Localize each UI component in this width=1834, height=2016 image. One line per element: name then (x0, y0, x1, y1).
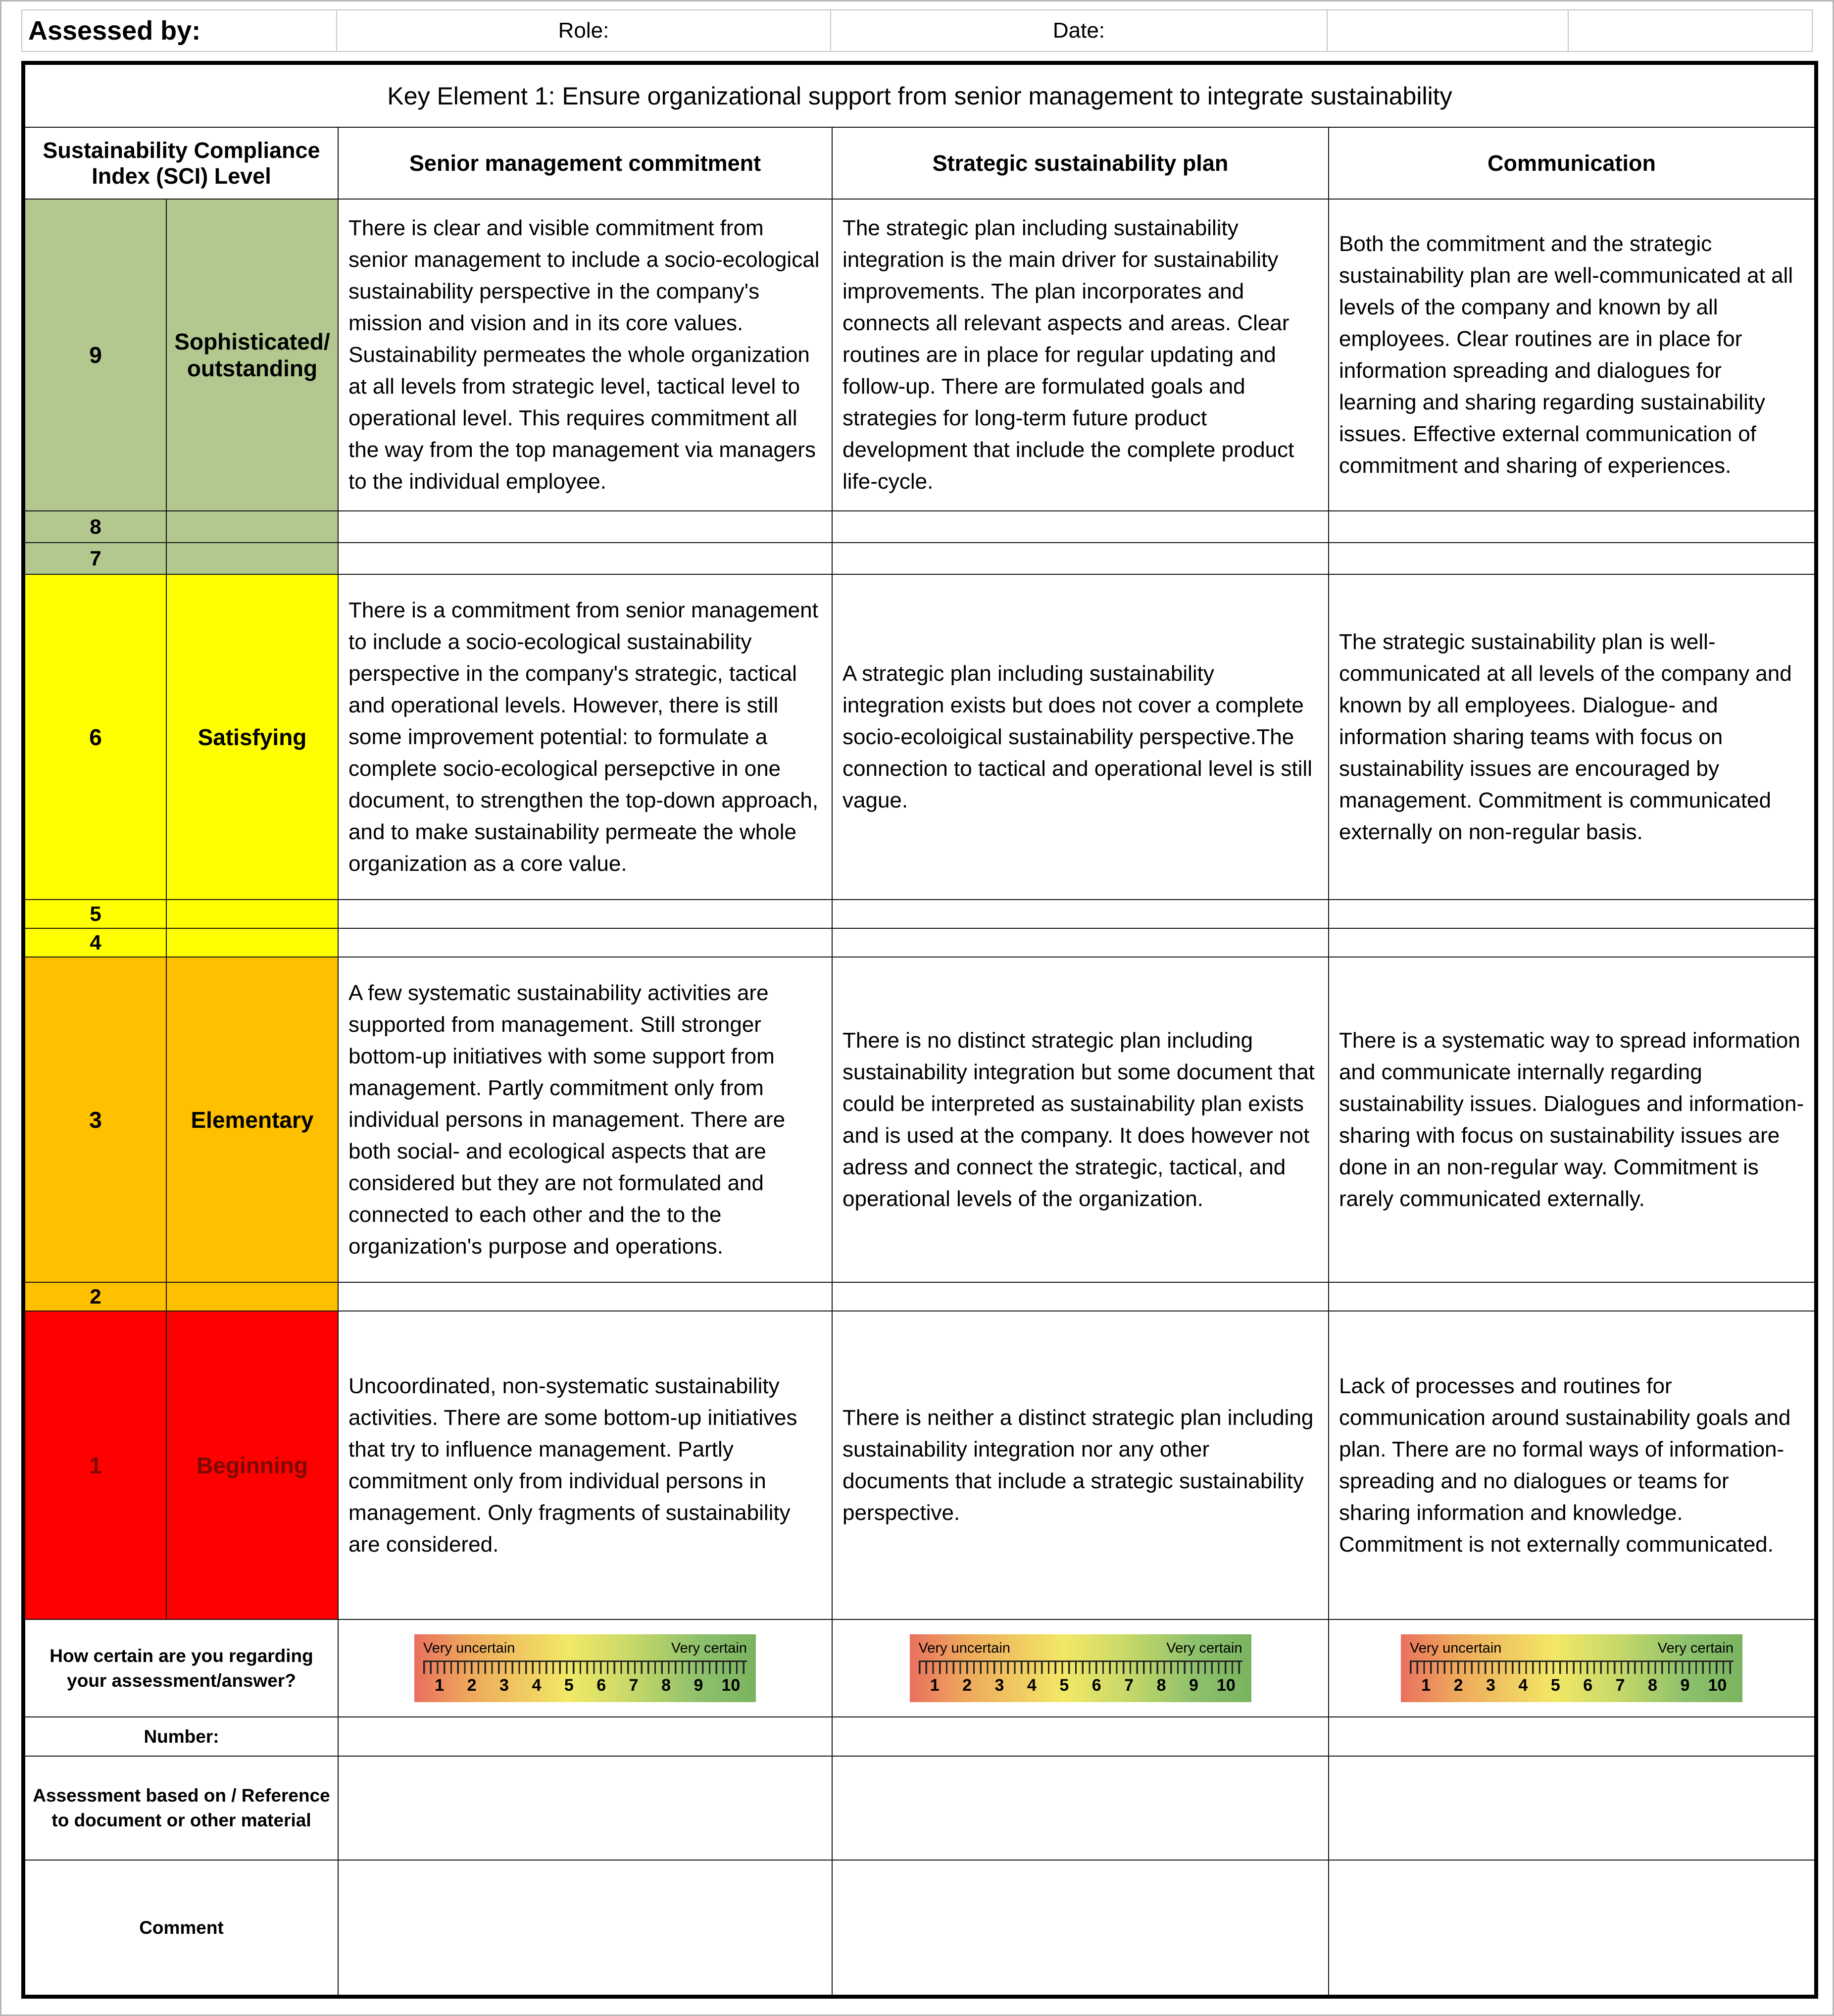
level-7-number: 7 (23, 543, 166, 574)
level-row-9 (23, 199, 1816, 511)
level-5-commitment-cell[interactable] (338, 900, 832, 928)
scale-ruler-ticks (423, 1661, 747, 1674)
level-6-commitment-text: There is a commitment from senior management to include a socio-ecological sustainability perspective in the company's strategic, tactical and operational levels. However, there is still some improvement potential: to formulate a complete socio-ecological persepctive in one document, to strengthen the top-down approach, and to make sustainability permeate the whole organization as a core value. (338, 574, 832, 900)
scale-ruler-ticks (919, 1661, 1242, 1674)
assessed-empty-cell-2[interactable] (1569, 10, 1809, 51)
level-3-commitment-text: A few systematic sustainability activities are supported from management. Still stronger bottom-up initiatives with some support from management. Partly commitment only from individual persons in management. There are both social- and ecological aspects that are considered but they are not formulated and connected to each other and the to the organization's purpose and operations. (338, 957, 832, 1282)
level-2-plan-cell[interactable] (832, 1282, 1329, 1311)
level-1-plan-text: There is neither a distinct strategic plan including sustainability integration nor any other documents that include a strategic sustainability perspective. (832, 1311, 1329, 1619)
level-9-communication-text: Both the commitment and the strategic sustainability plan are well-communicated at all levels of the company and known by all employees. Clear routines are in place for information spreading and dialogues for learning and sharing regarding sustainability issues. Effective external communication of commitment and sharing of experiences. (1329, 199, 1816, 511)
scale-left-label: Very uncertain (1410, 1640, 1502, 1656)
sci-level-header: Sustainability Compliance Index (SCI) Level (23, 127, 338, 199)
level-1-number: 1 (23, 1311, 166, 1619)
level-9-number: 9 (23, 199, 166, 511)
level-8-label-cell[interactable] (166, 511, 338, 543)
assessed-bar (21, 9, 1813, 52)
level-9-commitment-text: There is clear and visible commitment from senior management to include a socio-ecological sustainability perspective in the company's mission and vision and in its core values. Sustainability permeates the whole organization at all levels from strategic level, tactical level to operational level. This requires commitment all the way from the top management via managers to the individual employee. (338, 199, 832, 511)
level-6-label: Satisfying (166, 574, 338, 900)
certainty-scale-commitment[interactable] (414, 1634, 756, 1702)
level-6-communication-text: The strategic sustainability plan is well-communicated at all levels of the company and known by all employees. Dialogue- and information sharing teams with focus on sustainability issues are encouraged by management. Commitment is communicated externally on non-regular basis. (1329, 574, 1816, 900)
scale-right-label: Very certain (671, 1640, 747, 1656)
date-label: Date: (831, 10, 1328, 51)
level-3-number: 3 (23, 957, 166, 1282)
reference-cell-plan[interactable] (832, 1756, 1329, 1860)
title-row (23, 63, 1816, 127)
level-7-plan-cell[interactable] (832, 543, 1329, 574)
level-4-commitment-cell[interactable] (338, 928, 832, 957)
certainty-row (23, 1619, 1816, 1717)
level-5-plan-cell[interactable] (832, 900, 1329, 928)
comment-cell-commitment[interactable] (338, 1860, 832, 1997)
header-row (23, 127, 1816, 199)
comment-cell-communication[interactable] (1329, 1860, 1816, 1997)
level-row-2 (23, 1282, 1816, 1311)
level-2-commitment-cell[interactable] (338, 1282, 832, 1311)
reference-label: Assessment based on / Reference to document or other material (23, 1756, 338, 1860)
comment-row (23, 1860, 1816, 1997)
level-9-plan-text: The strategic plan including sustainability integration is the main driver for sustainability improvements. The plan incorporates and connects all relevant aspects and areas. Clear routines are in place for regular updating and follow-up. There are formulated goals and strategies for long-term future product development that include the complete product life-cycle. (832, 199, 1329, 511)
level-row-1 (23, 1311, 1816, 1619)
scale-left-label: Very uncertain (423, 1640, 515, 1656)
level-4-plan-cell[interactable] (832, 928, 1329, 957)
level-8-commitment-cell[interactable] (338, 511, 832, 543)
scale-left-label: Very uncertain (918, 1640, 1010, 1656)
level-2-number: 2 (23, 1282, 166, 1311)
certainty-cell-plan[interactable] (832, 1619, 1329, 1717)
key-element-title: Key Element 1: Ensure organizational support from senior management to integrate sustainability (23, 63, 1816, 127)
scale-right-label: Very certain (1166, 1640, 1242, 1656)
scale-right-label: Very certain (1657, 1640, 1734, 1656)
level-6-plan-text: A strategic plan including sustainability integration exists but does not cover a complete socio-ecoloigical sustainability perspective.The connection to tactical and operational level is still vague. (832, 574, 1329, 900)
level-8-plan-cell[interactable] (832, 511, 1329, 543)
level-2-communication-cell[interactable] (1329, 1282, 1816, 1311)
level-7-communication-cell[interactable] (1329, 543, 1816, 574)
role-label: Role: (337, 10, 831, 51)
comment-label: Comment (23, 1860, 338, 1997)
level-7-commitment-cell[interactable] (338, 543, 832, 574)
level-5-number: 5 (23, 900, 166, 928)
reference-row (23, 1756, 1816, 1860)
certainty-scale-communication[interactable] (1401, 1634, 1742, 1702)
plan-header: Strategic sustainability plan (832, 127, 1329, 199)
level-row-3 (23, 957, 1816, 1282)
level-5-label-cell[interactable] (166, 900, 338, 928)
level-4-number: 4 (23, 928, 166, 957)
level-3-communication-text: There is a systematic way to spread information and communicate internally regarding sustainability issues. Dialogues and information-sharing with focus on sustainability issues are done in an non-regular way. Commitment is rarely communicated externally. (1329, 957, 1816, 1282)
certainty-scale-plan[interactable] (910, 1634, 1251, 1702)
assessed-empty-cell-1[interactable] (1328, 10, 1569, 51)
level-1-communication-text: Lack of processes and routines for communication around sustainability goals and plan. There are no formal ways of information-spreading and no dialogues or teams for sharing information and knowledge. Commitment is not externally communicated. (1329, 1311, 1816, 1619)
scale-numbers: 1 2 3 4 5 6 7 8 9 10 (435, 1676, 741, 1695)
scale-numbers: 1 2 3 4 5 6 7 8 9 10 (1421, 1676, 1727, 1695)
comment-cell-plan[interactable] (832, 1860, 1329, 1997)
communication-header: Communication (1329, 127, 1816, 199)
reference-cell-commitment[interactable] (338, 1756, 832, 1860)
level-7-label-cell[interactable] (166, 543, 338, 574)
scale-numbers: 1 2 3 4 5 6 7 8 9 10 (930, 1676, 1236, 1695)
level-row-4 (23, 928, 1816, 957)
number-label: Number: (23, 1717, 338, 1756)
certainty-cell-communication[interactable] (1329, 1619, 1816, 1717)
level-row-5 (23, 900, 1816, 928)
level-5-communication-cell[interactable] (1329, 900, 1816, 928)
level-row-6 (23, 574, 1816, 900)
number-cell-plan[interactable] (832, 1717, 1329, 1756)
level-3-plan-text: There is no distinct strategic plan including sustainability integration but some document that could be interpreted as sustainability plan exists and is used at the company. It does however not adress and connect the strategic, tactical, and operational levels of the organization. (832, 957, 1329, 1282)
number-cell-communication[interactable] (1329, 1717, 1816, 1756)
reference-cell-communication[interactable] (1329, 1756, 1816, 1860)
level-8-communication-cell[interactable] (1329, 511, 1816, 543)
level-8-number: 8 (23, 511, 166, 543)
number-cell-commitment[interactable] (338, 1717, 832, 1756)
commitment-header: Senior management commitment (338, 127, 832, 199)
level-6-number: 6 (23, 574, 166, 900)
sci-matrix-table (21, 61, 1818, 1999)
level-3-label: Elementary (166, 957, 338, 1282)
certainty-question: How certain are you regarding your assessment/answer? (23, 1619, 338, 1717)
certainty-cell-commitment[interactable] (338, 1619, 832, 1717)
level-row-7 (23, 543, 1816, 574)
scale-ruler-ticks (1410, 1661, 1734, 1674)
level-4-label-cell[interactable] (166, 928, 338, 957)
level-9-label: Sophisticated/ outstanding (166, 199, 338, 511)
level-row-8 (23, 511, 1816, 543)
level-2-label-cell[interactable] (166, 1282, 338, 1311)
number-row (23, 1717, 1816, 1756)
level-4-communication-cell[interactable] (1329, 928, 1816, 957)
level-1-commitment-text: Uncoordinated, non-systematic sustainability activities. There are some bottom-up initiatives that try to influence management. Partly commitment only from individual persons in management. Only fragments of sustainability are considered. (338, 1311, 832, 1619)
assessed-by-label: Assessed by: (22, 10, 337, 51)
level-1-label: Beginning (166, 1311, 338, 1619)
